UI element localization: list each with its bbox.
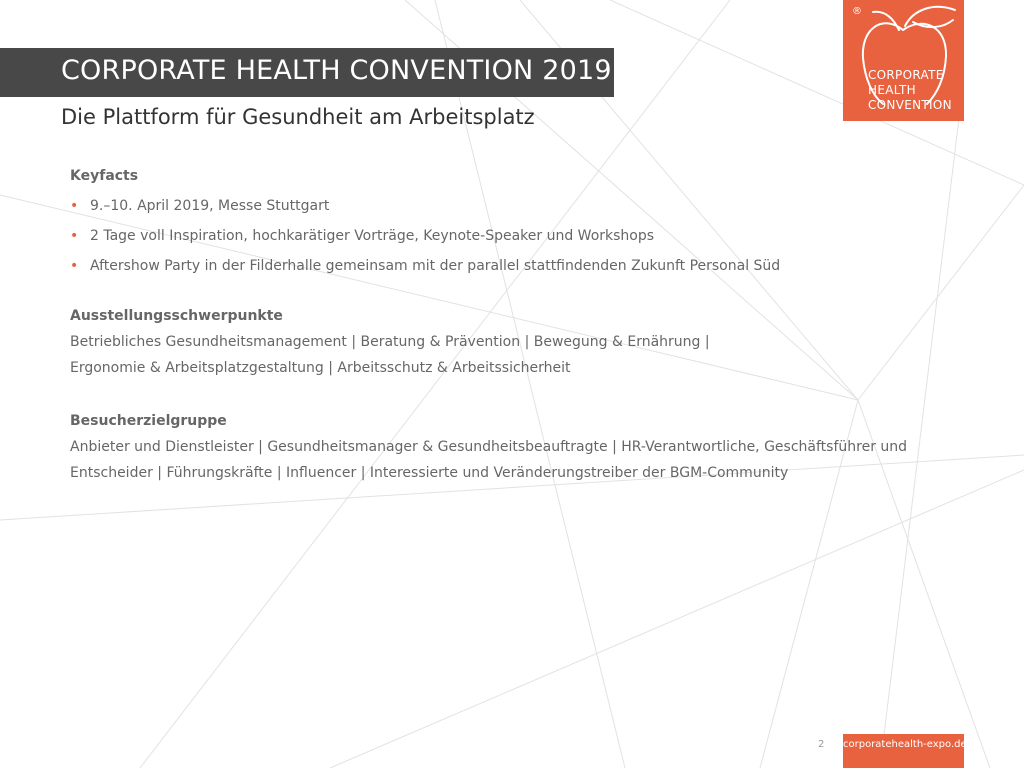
besucher-heading: Besucherzielgruppe bbox=[70, 413, 227, 429]
paragraph-line: Entscheider | Führungskräfte | Influencer | Interessierte und Veränderungstreiber der BGM-Community bbox=[70, 465, 789, 481]
bullet-icon: • bbox=[70, 258, 79, 274]
logo-text-line: HEALTH bbox=[868, 83, 917, 97]
list-item-text: 2 Tage voll Inspiration, hochkarätiger Vorträge, Keynote-Speaker und Workshops bbox=[90, 228, 655, 244]
paragraph-line: Betriebliches Gesundheitsmanagement | Beratung & Prävention | Bewegung & Ernährung | bbox=[70, 334, 710, 350]
page-number: 2 bbox=[818, 739, 825, 750]
page-title: CORPORATE HEALTH CONVENTION 2019 bbox=[61, 55, 612, 86]
title-bar bbox=[0, 48, 614, 97]
ausstellung-heading: Ausstellungsschwerpunkte bbox=[70, 308, 283, 324]
list-item-text: Aftershow Party in der Filderhalle gemeinsam mit der parallel stattfindenden Zukunft Personal Süd bbox=[90, 258, 781, 274]
list-item bbox=[70, 226, 900, 246]
logo-text-line: CONVENTION bbox=[868, 98, 952, 112]
paragraph-line: Ergonomie & Arbeitsplatzgestaltung | Arbeitsschutz & Arbeitssicherheit bbox=[70, 360, 571, 376]
website-link[interactable]: corporatehealth-expo.de bbox=[843, 734, 964, 768]
paragraph-line: Anbieter und Dienstleister | Gesundheitsmanager & Gesundheitsbeauftragte | HR-Verantwortliche, Geschäftsführer und bbox=[70, 439, 908, 455]
registered-mark: ® bbox=[852, 6, 862, 17]
page-subtitle: Die Plattform für Gesundheit am Arbeitsplatz bbox=[61, 105, 535, 129]
keyfacts-heading: Keyfacts bbox=[70, 168, 139, 184]
keyfacts-list bbox=[70, 196, 900, 276]
logo-text-line: CORPORATE bbox=[868, 68, 944, 82]
bullet-icon: • bbox=[70, 228, 79, 244]
content-area bbox=[70, 166, 908, 486]
list-item-text: 9.–10. April 2019, Messe Stuttgart bbox=[90, 198, 330, 214]
list-item bbox=[70, 196, 900, 216]
besucher-text bbox=[70, 434, 908, 486]
list-item bbox=[70, 256, 900, 276]
bullet-icon: • bbox=[70, 198, 79, 214]
ausstellung-text bbox=[70, 329, 900, 381]
corporate-health-convention-logo bbox=[843, 0, 964, 121]
